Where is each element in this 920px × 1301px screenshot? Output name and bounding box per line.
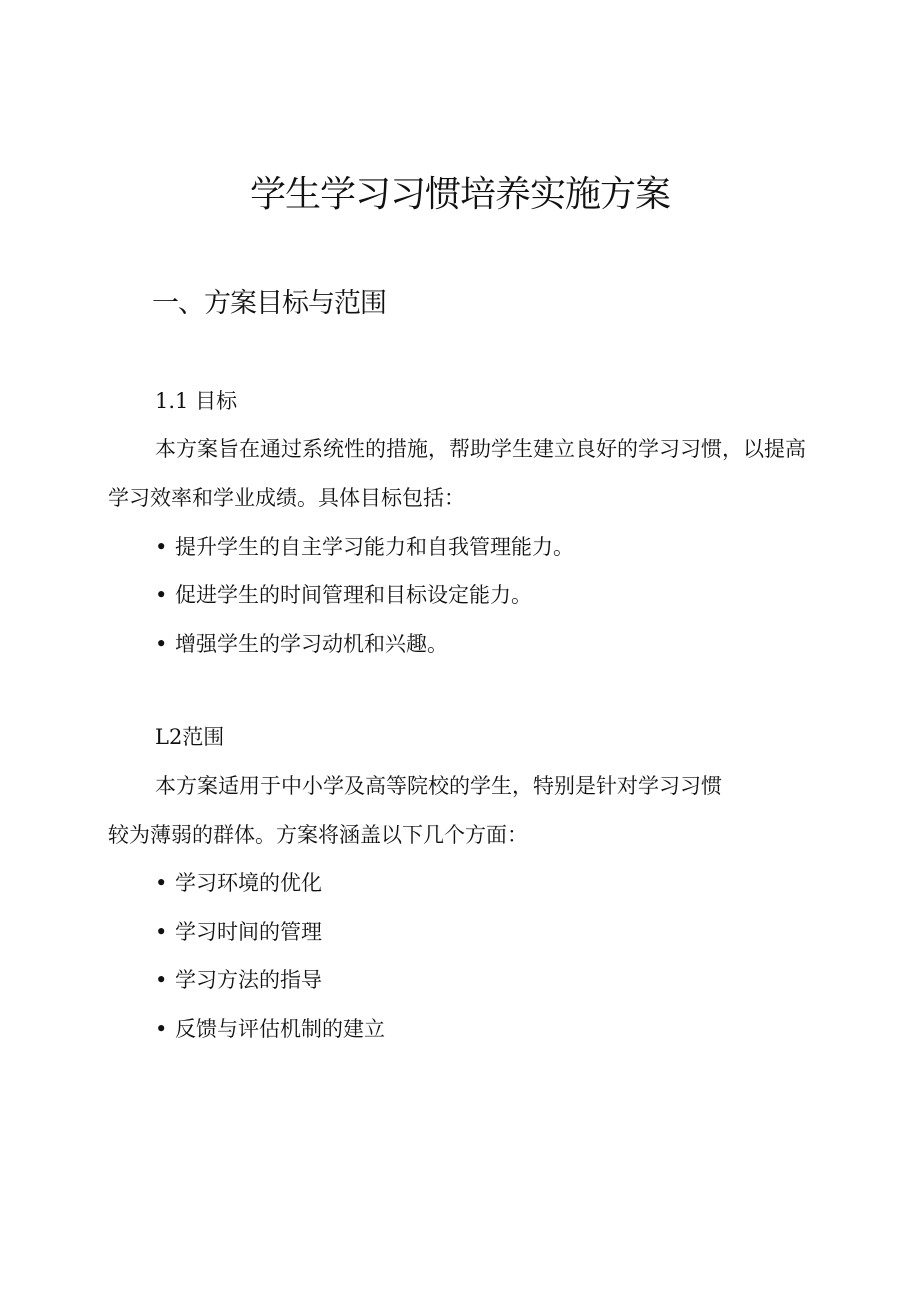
list-item bbox=[155, 917, 322, 947]
list-item bbox=[155, 580, 532, 610]
list-item-text: 增强学生的学习动机和兴趣。 bbox=[175, 632, 448, 656]
section-heading: 一、方案目标与范围 bbox=[152, 288, 386, 319]
list-item-text: 学习环境的优化 bbox=[175, 871, 322, 895]
list-item-text: 学习方法的指导 bbox=[175, 968, 322, 992]
scope-paragraph-line-2: 较为薄弱的群体。方案将涵盖以下几个方面： bbox=[108, 823, 528, 847]
document-title: 学生学习习惯培养实施方案 bbox=[249, 174, 670, 215]
goal-paragraph-line-2: 学习效率和学业成绩。具体目标包括： bbox=[108, 486, 465, 510]
list-item bbox=[155, 1014, 385, 1044]
list-item-text: 学习时间的管理 bbox=[175, 920, 322, 944]
list-item-text: 提升学生的自主学习能力和自我管理能力。 bbox=[175, 535, 574, 559]
goal-paragraph-line-1: 本方案旨在通过系统性的措施，帮助学生建立良好的学习习惯，以提高 bbox=[155, 437, 806, 461]
bullet-icon: • bbox=[155, 968, 168, 992]
list-item bbox=[155, 532, 574, 562]
list-item bbox=[155, 868, 322, 898]
bullet-icon: • bbox=[155, 871, 168, 895]
bullet-icon: • bbox=[155, 583, 168, 607]
bullet-icon: • bbox=[155, 632, 168, 656]
bullet-icon: • bbox=[155, 1017, 168, 1041]
bullet-icon: • bbox=[155, 535, 168, 559]
scope-paragraph-line-1: 本方案适用于中小学及高等院校的学生，特别是针对学习习惯 bbox=[155, 774, 722, 798]
subsection-heading-goal: 1.1 目标 bbox=[155, 389, 238, 413]
subsection-heading-scope: L2范围 bbox=[155, 725, 225, 749]
list-item-text: 促进学生的时间管理和目标设定能力。 bbox=[175, 583, 532, 607]
bullet-icon: • bbox=[155, 920, 168, 944]
list-item bbox=[155, 629, 448, 659]
list-item bbox=[155, 965, 322, 995]
list-item-text: 反馈与评估机制的建立 bbox=[175, 1017, 385, 1041]
